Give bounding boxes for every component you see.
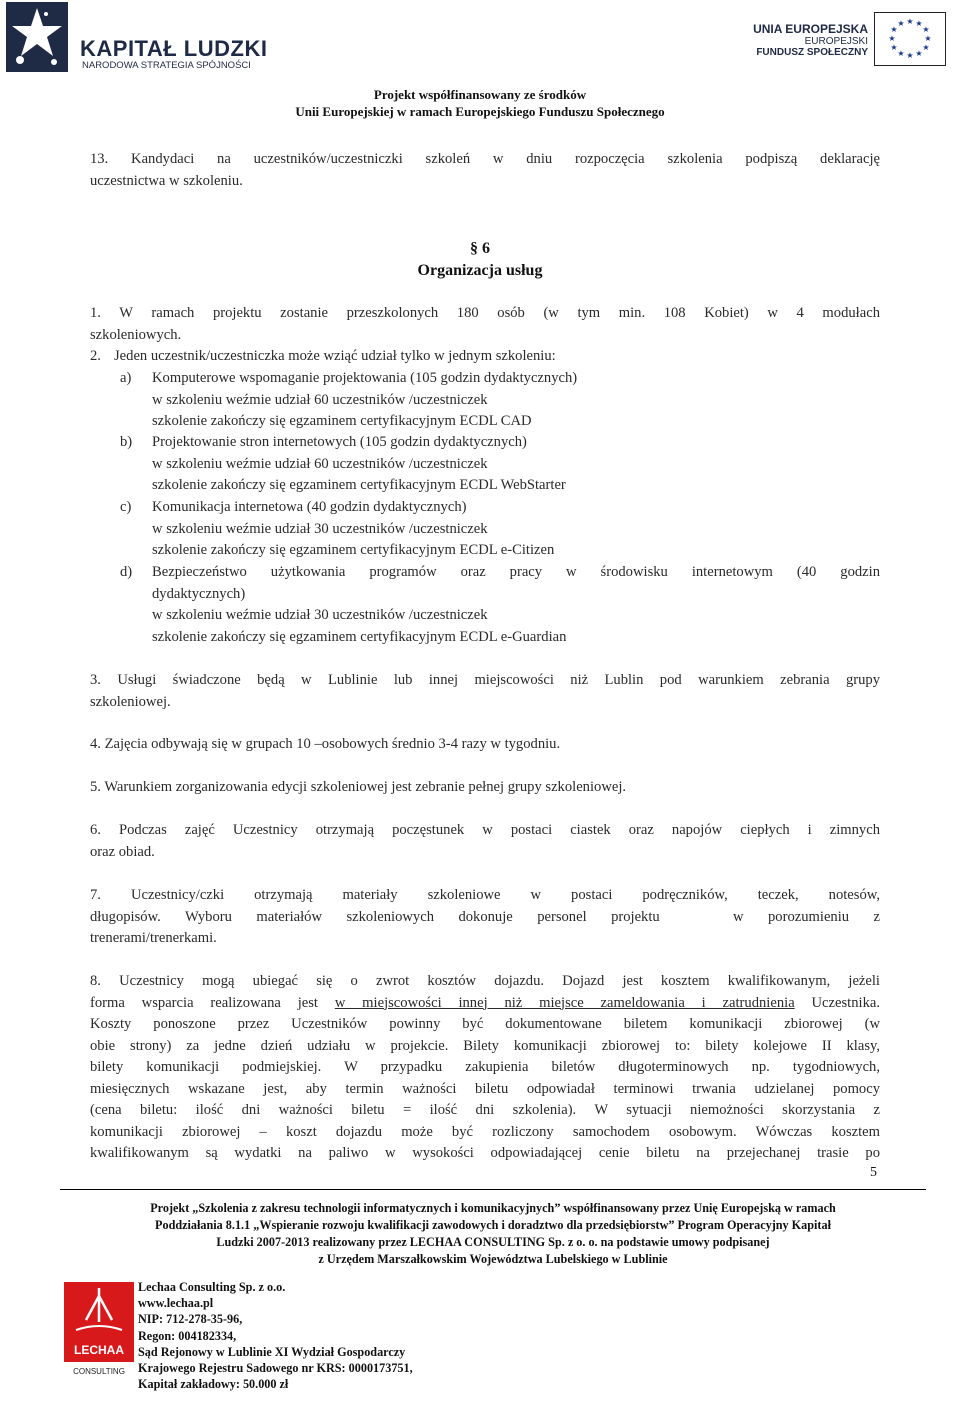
module-d-line2: dydaktycznych) [152,585,246,602]
svg-text:★: ★ [924,34,932,43]
p8-line2 [90,993,880,1015]
p1-line2: szkoleniowych. [90,326,182,343]
module-d-line4: szkolenie zakończy się egzaminem certyfikacyjnym ECDL e-Guardian [152,628,567,645]
kapital-ludzki-subtitle: NARODOWA STRATEGIA SPÓJNOŚCI [82,60,251,71]
p2-number: 2. [90,348,101,364]
module-c-line3: szkolenie zakończy się egzaminem certyfikacyjnym ECDL e-Citizen [152,542,555,558]
paragraph-1 [90,303,880,346]
p7-line3: trenerami/trenerkami. [90,930,217,946]
lechaa-logo-subtext: CONSULTING [73,1367,125,1376]
p7-line2: długopisów. Wyboru materiałów szkoleniowych dokonuje personel projektu w porozumieniu z [90,908,880,925]
lechaa-line4: Regon: 004182334, [138,1328,237,1343]
module-b-line1: Projektowanie stron internetowych (105 godzin dydaktycznych) [152,434,527,450]
p6-line2: oraz obiad. [90,843,155,860]
eu-logo-text [698,22,868,58]
p8-line5: bilety komunikacji podmiejskiej. W przypadku zakupienia biletów długoterminowych np. tygodniowych, [90,1059,880,1075]
footer-line3: Ludzki 2007-2013 realizowany przez LECHAA CONSULTING Sp. z o. o. na podstawie umowy podpisanej [216,1235,770,1249]
lechaa-company-info [138,1279,413,1392]
module-b-line2: w szkoleniu weźmie udział 60 uczestników /uczestniczek [152,455,488,472]
module-a-line1: Komputerowe wspomaganie projektowania (105 godzin dydaktycznych) [152,370,578,386]
kapital-ludzki-logo [6,2,296,74]
lechaa-line3: NIP: 712-278-35-96, [138,1312,243,1327]
p8-line1: 8. Uczestnicy mogą ubiegać się o zwrot kosztów dojazdu. Dojazd jest kosztem kwalifikowanym, jeżeli [90,973,880,989]
svg-text:★: ★ [888,34,896,43]
svg-text:★: ★ [922,43,930,52]
paragraph-5: 5. Warunkiem zorganizowania edycji szkoleniowej jest zebranie pełnej grupy szkoleniowej. [90,779,627,795]
module-c-label: c) [120,499,132,515]
module-c [152,497,880,562]
lechaa-logo-icon [64,1282,134,1378]
svg-text:★: ★ [915,19,923,28]
module-b-line3: szkolenie zakończy się egzaminem certyfikacyjnym ECDL WebStarter [152,477,566,493]
p8-line8: komunikacji zbiorowej – koszt dojazdu może być rozliczony samochodem osobowym. Wówczas kosztem [90,1123,880,1140]
svg-text:★: ★ [915,49,923,58]
module-d-line3: w szkoleniu weźmie udział 30 uczestników /uczestniczek [152,607,488,623]
lechaa-line6: Krajowego Rejestru Sadowego nr KRS: 0000173751, [138,1361,413,1376]
page-number: 5 [870,1165,877,1180]
p3-line2: szkoleniowej. [90,693,171,710]
paragraph-7 [90,885,880,950]
paragraph-13 [90,149,880,192]
module-c-line2: w szkoleniu weźmie udział 30 uczestników /uczestniczek [152,520,488,537]
p8-line9: kwalifikowanym są wydatki na paliwo w wysokości odpowiadającej cenie biletu na przejechanej trasie po [90,1145,880,1161]
p8-line2-start: forma wsparcia realizowana jest [90,994,335,1011]
kapital-ludzki-title: KAPITAŁ LUDZKI [80,36,268,61]
footer-line1: Projekt „Szkolenia z zakresu technologii informatycznych i komunikacyjnych” współfinansowany przez Unię Europejską w ramach [150,1201,836,1215]
kapital-ludzki-star-icon [6,2,68,72]
p8-line3: Koszty ponoszone przez Uczestników powinny być dokumentowane biletem komunikacji zbiorowej (w [90,1016,880,1032]
p13-line2: uczestnictwa w szkoleniu. [90,172,243,189]
module-b-label: b) [120,434,133,450]
footer-line4: z Urzędem Marszałkowskim Województwa Lubelskiego w Lublinie [318,1252,668,1266]
svg-text:★: ★ [906,51,914,60]
lechaa-line7: Kapitał zakładowy: 50.000 zł [138,1377,289,1392]
module-b [152,432,880,497]
p8-line2-end: Uczestnika. [794,994,880,1011]
p8-line7: (cena biletu: ilość dni ważności biletu = ilość dni szkolenia). W sytuacji niemożności skorzystania z [90,1102,880,1118]
module-a [152,368,880,433]
eu-line3: FUNDUSZ SPOŁECZNY [756,47,868,58]
svg-text:★: ★ [890,43,898,52]
module-a-line3: szkolenie zakończy się egzaminem certyfikacyjnym ECDL CAD [152,413,532,429]
svg-text:★: ★ [890,25,898,34]
svg-text:★: ★ [922,25,930,34]
footer-project-info [60,1200,926,1268]
p1-line1: 1. W ramach projektu zostanie przeszkolonych 180 osób (w tym min. 108 Kobiet) w 4 modułach [90,305,880,321]
lechaa-website-link[interactable]: www.lechaa.pl [138,1296,214,1311]
module-d-line1: Bezpieczeństwo użytkowania programów oraz pracy w środowisku internetowym (40 godzin [152,564,880,580]
section-number: § 6 [470,240,490,257]
lechaa-line5: Sąd Rejonowy w Lublinie XI Wydział Gospodarczy [138,1344,406,1359]
eu-flag-icon [874,12,946,66]
lechaa-line1: Lechaa Consulting Sp. z o.o. [138,1280,286,1294]
module-a-line2: w szkoleniu weźmie udział 60 uczestników /uczestniczek [152,391,488,408]
header-caption [0,86,960,120]
module-d-label: d) [120,564,133,580]
module-c-line1: Komunikacja internetowa (40 godzin dydaktycznych) [152,499,467,515]
svg-text:★: ★ [897,19,905,28]
footer-line2: Poddziałania 8.1.1 „Wspieranie rozwoju kwalifikacji zawodowych i doradztwo dla przedsiębiorstw” Program Operacyjny Kapitał [155,1218,831,1232]
eu-line1: UNIA EUROPEJSKA [753,22,868,36]
p13-line1: 13. Kandydaci na uczestników/uczestniczki szkoleń w dniu rozpoczęcia szkolenia podpiszą deklarację [90,151,880,167]
eu-line2: EUROPEJSKI [804,36,868,47]
p8-line4: obie strony) za jedne dzień udziału w projekcie. Bilety komunikacji zbiorowej to: bilety kolejowe II klasy, [90,1037,880,1054]
p3-line1: 3. Usługi świadczone będą w Lublinie lub innej miejscowości niż Lublin pod warunkiem zebrania grupy [90,672,880,688]
module-d [152,562,880,648]
paragraph-6 [90,820,880,863]
svg-text:★: ★ [906,17,914,26]
paragraph-3 [90,670,880,713]
p8-line6: miesięcznych wskazane jest, aby termin ważności biletu odpowiadał terminowi trwania udzielanej pomocy [90,1080,880,1097]
header-caption-line2: Unii Europejskiej w ramach Europejskiego Funduszu Społecznego [295,104,665,119]
p8-underlined-condition: w miejscowości innej niż miejsce zameldowania i zatrudnienia [334,994,795,1011]
paragraph-4: 4. Zajęcia odbywają się w grupach 10 –osobowych średnio 3-4 razy w tygodniu. [90,736,561,752]
footer-divider [60,1189,926,1190]
module-a-label: a) [120,370,132,386]
p6-line1: 6. Podczas zajęć Uczestnicy otrzymają poczęstunek w postaci ciastek oraz napojów ciepłych i zimnych [90,822,880,838]
p2-text: Jeden uczestnik/uczestniczka może wziąć udział tylko w jednym szkoleniu: [114,348,556,364]
section-title: Organizacja usług [417,262,543,279]
header-caption-line1: Projekt współfinansowany ze środków [373,87,587,102]
svg-text:★: ★ [897,49,905,58]
paragraph-8 [90,971,880,1165]
p7-line1: 7. Uczestnicy/czki otrzymają materiały szkoleniowe w postaci podręczników, teczek, notesów, [90,887,880,903]
lechaa-logo-text: LECHAA [74,1343,124,1357]
